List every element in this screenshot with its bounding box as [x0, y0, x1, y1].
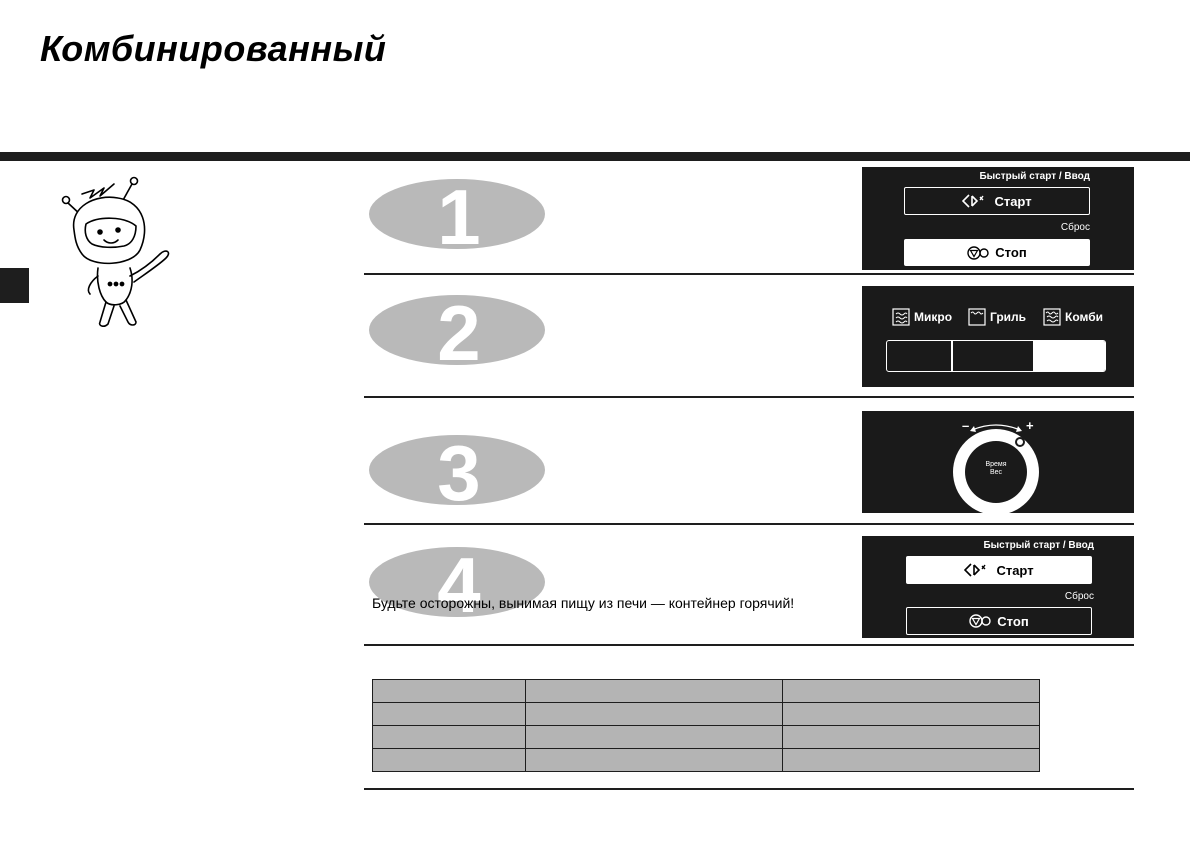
dial-time-label: Время: [985, 461, 1007, 468]
svg-text:1: 1: [437, 178, 481, 250]
table-cell: [526, 726, 783, 749]
start-button[interactable]: [906, 556, 1092, 584]
table-cell: [783, 680, 1040, 703]
control-panel-modes: [862, 286, 1134, 387]
mode-segment-micro[interactable]: [887, 341, 953, 371]
table-row: [373, 726, 1040, 749]
micro-icon: [892, 308, 910, 326]
start-icon: [964, 563, 990, 577]
table-cell: [373, 726, 526, 749]
table-row: [373, 703, 1040, 726]
table-row: [373, 680, 1040, 703]
mode-segment-combi-selected[interactable]: [1033, 341, 1105, 371]
start-icon: [962, 194, 988, 208]
step-divider: [364, 523, 1134, 525]
control-panel-start-2: [862, 536, 1134, 638]
start-button[interactable]: [904, 187, 1090, 215]
decrease-label: –: [962, 418, 970, 433]
step-divider: [364, 396, 1134, 398]
stop-icon: [969, 614, 991, 628]
start-label: Старт: [994, 193, 1032, 209]
table-cell: [783, 749, 1040, 772]
step-4-caution: Будьте осторожны, вынимая пищу из печи — контейнер горячий!: [372, 595, 795, 611]
table-row: [373, 749, 1040, 772]
combi-icon: [1043, 308, 1061, 326]
header-rule: [0, 152, 1190, 161]
dial-weight-label: Вес: [989, 469, 1003, 476]
mode-selector-bar[interactable]: [886, 340, 1106, 372]
stop-label: Стоп: [997, 613, 1029, 629]
table-cell: [373, 703, 526, 726]
svg-text:3: 3: [437, 434, 481, 506]
reset-label: Сброс: [1064, 591, 1094, 602]
page-title: Комбинированный: [40, 28, 387, 69]
step-1-number: [368, 178, 546, 250]
stop-icon: [967, 246, 989, 260]
table-cell: [373, 749, 526, 772]
control-panel-start: [862, 167, 1134, 270]
step-divider: [364, 644, 1134, 646]
table-cell: [526, 703, 783, 726]
mode-micro[interactable]: Микро: [892, 308, 952, 326]
table-cell: [526, 749, 783, 772]
start-label: Старт: [996, 562, 1034, 578]
svg-text:2: 2: [437, 294, 481, 366]
table-cell: [783, 703, 1040, 726]
time-weight-dial[interactable]: [953, 429, 1039, 513]
step-2-number: [368, 294, 546, 366]
svg-text:4: 4: [437, 546, 481, 618]
quick-start-label: Быстрый старт / Ввод: [983, 540, 1094, 551]
mode-combi[interactable]: Комби: [1043, 308, 1103, 326]
mode-segment-grill[interactable]: [953, 341, 1033, 371]
section-tab: [0, 268, 29, 303]
increase-label: +: [1026, 418, 1034, 433]
control-panel-dial: [862, 411, 1134, 513]
table-cell: [373, 680, 526, 703]
table-divider: [364, 788, 1134, 790]
stop-label: Стоп: [995, 245, 1027, 260]
grill-icon: [968, 308, 986, 326]
stop-button[interactable]: [906, 607, 1092, 635]
quick-start-label: Быстрый старт / Ввод: [979, 171, 1090, 182]
mode-grill[interactable]: Гриль: [968, 308, 1026, 326]
step-divider: [364, 273, 1134, 275]
reset-label: Сброс: [1060, 222, 1090, 233]
settings-table: [372, 679, 1040, 772]
mascot-illustration: [52, 172, 187, 332]
step-3-number: [368, 434, 546, 506]
stop-button[interactable]: [904, 239, 1090, 266]
table-cell: [526, 680, 783, 703]
table-cell: [783, 726, 1040, 749]
